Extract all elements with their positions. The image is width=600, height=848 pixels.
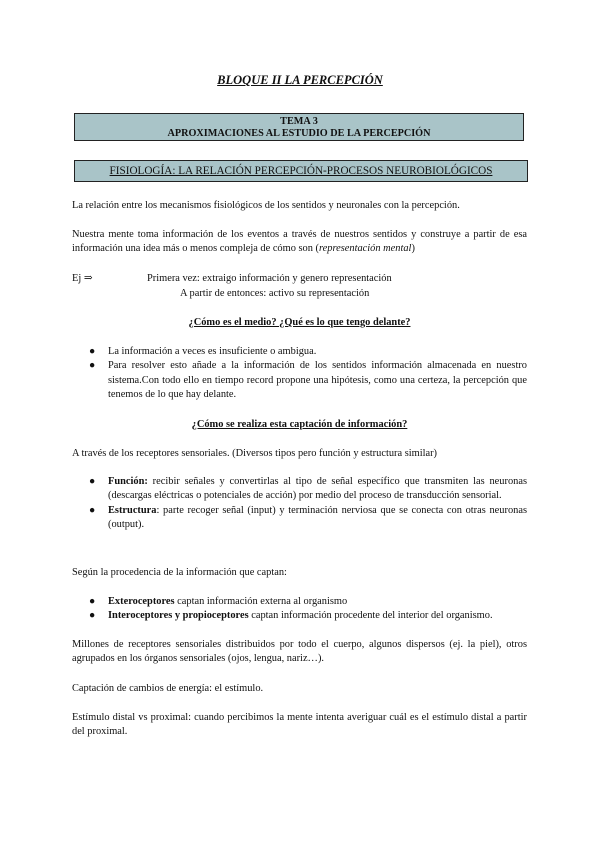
- term-funcion: Función:: [108, 476, 148, 487]
- list-item: [72, 609, 527, 623]
- list-item-text: : parte recoger señal (input) y terminación nerviosa que se conecta con otras neuronas (output).: [108, 504, 527, 531]
- mente-italic: representación mental: [319, 243, 412, 255]
- list-item: [72, 345, 527, 359]
- bullet-icon: ●: [89, 610, 96, 622]
- mente-end: ): [411, 243, 415, 255]
- list-item-text: recibir señales y convertirlas al tipo de señal específico que transmiten las neuronas (descargas eléctricas o potenciales de acción) por medio del proceso de transducción sensorial.: [108, 476, 527, 502]
- bullet-icon: ●: [89, 596, 96, 607]
- bullet-icon: ●: [89, 360, 96, 372]
- list-item-text: Para resolver esto añade a la información de los sentidos información almacenada en nuestro sistema.Con todo ello en tiempo record propone una hipótesis, como una certeza, la percepción que tenemos de lo que hay delante.: [108, 360, 527, 401]
- tema-title: APROXIMACIONES AL ESTUDIO DE LA PERCEPCIÓN: [167, 128, 431, 139]
- receptores-paragraph: A través de los receptores sensoriales. (Diversos tipos pero función y estructura similar): [72, 448, 438, 459]
- mente-paragraph: [72, 228, 527, 257]
- bullet-list-2: [72, 475, 527, 532]
- example-line-2: A partir de entonces: activo su representación: [180, 288, 370, 299]
- millones-paragraph: Millones de receptores sensoriales distribuidos por todo el cuerpo, algunos dispersos (ej. la piel), otros agrupados en los órganos sensoriales (ojos, lengua, nariz…).: [72, 639, 527, 665]
- bullet-list-1: [72, 345, 527, 402]
- bullet-icon: ●: [89, 504, 96, 516]
- captacion-paragraph: Captación de cambios de energía: el estímulo.: [72, 683, 264, 694]
- term-estructura: Estructura: [108, 504, 157, 516]
- intro-paragraph: La relación entre los mecanismos fisiológicos de los sentidos y neuronales con la percepción.: [72, 200, 460, 211]
- list-item: [72, 504, 527, 533]
- tema-number: TEMA 3: [280, 116, 318, 127]
- list-item: [72, 359, 527, 402]
- question-1: ¿Cómo es el medio? ¿Qué es lo que tengo delante?: [188, 317, 411, 328]
- term-exteroceptores: Exteroceptores: [108, 596, 175, 607]
- tema-header-box: [74, 113, 524, 141]
- example-line-1: Primera vez: extraigo información y genero representación: [147, 273, 392, 284]
- mente-text: Nuestra mente toma información de los eventos a través de nuestros sentidos y construye a partir de esa información una idea más o menos compleja de cómo son (: [72, 229, 527, 255]
- section-heading-box: [74, 160, 528, 182]
- list-item-text: La información a veces es insuficiente o ambigua.: [108, 346, 317, 357]
- bullet-icon: ●: [89, 346, 96, 357]
- question-2: ¿Cómo se realiza esta captación de información?: [191, 419, 408, 430]
- example-label: Ej ⇒: [72, 273, 93, 284]
- procedencia-paragraph: Según la procedencia de la información que captan:: [72, 567, 287, 578]
- term-interoceptores: Interoceptores y propioceptores: [108, 610, 249, 622]
- block-title: BLOQUE II LA PERCEPCIÓN: [217, 73, 383, 87]
- list-item: [72, 475, 527, 504]
- list-item-text: captan información externa al organismo: [174, 596, 348, 607]
- bullet-icon: ●: [89, 476, 96, 487]
- bullet-list-3: [72, 595, 527, 624]
- estimulo-paragraph: Estímulo distal vs proximal: cuando percibimos la mente intenta averiguar cuál es el estímulo distal a partir del proximal.: [72, 712, 527, 738]
- list-item-text: captan información procedente del interior del organismo.: [248, 610, 493, 622]
- section-heading: FISIOLOGÍA: LA RELACIÓN PERCEPCIÓN-PROCESOS NEUROBIOLÓGICOS: [109, 165, 493, 177]
- list-item: [72, 595, 527, 609]
